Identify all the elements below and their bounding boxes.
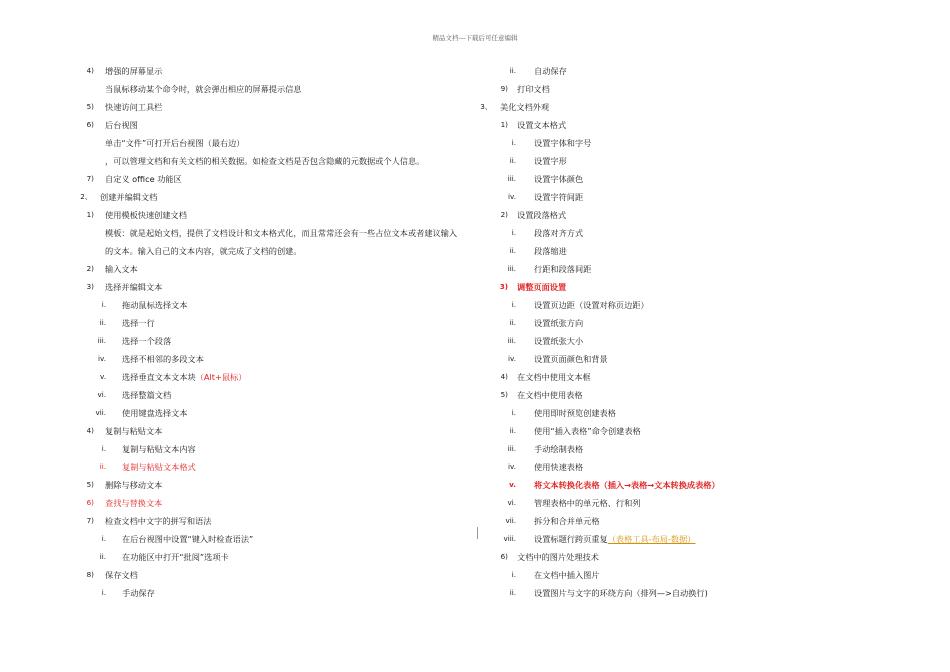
outline-item	[478, 170, 878, 188]
outline-item	[478, 368, 878, 386]
shortcut-hint: （Alt+鼠标）	[195, 372, 247, 382]
item-number: 3)	[499, 282, 508, 291]
outline-item	[478, 314, 878, 332]
item-text: 拖动鼠标选择文本	[122, 300, 188, 310]
item-number: vi.	[507, 498, 516, 507]
item-text: 在文档中使用文本框	[517, 372, 591, 382]
outline-item	[70, 350, 470, 368]
revision-mark	[477, 527, 478, 539]
outline-item	[478, 62, 878, 80]
outline-item	[70, 422, 470, 440]
item-text: 输入文本	[105, 264, 138, 274]
item-number: iv.	[98, 354, 106, 363]
item-number: ii.	[509, 66, 516, 75]
outline-item	[478, 566, 878, 584]
item-text: 设置文本格式	[517, 120, 567, 130]
item-text: 自动保存	[534, 66, 567, 76]
item-text: 在文档中使用表格	[517, 390, 583, 400]
item-number: iii.	[507, 174, 516, 183]
item-text: ，可以管理文档和有关文档的相关数据。如检查文档是否包含隐藏的元数据或个人信息。	[105, 156, 425, 166]
item-text: 设置字体和字号	[534, 138, 592, 148]
item-number: iii.	[507, 444, 516, 453]
item-text: 使用“插入表格”命令创建表格	[534, 426, 641, 436]
outline-item	[478, 152, 878, 170]
item-text: 管理表格中的单元格、行和列	[534, 498, 641, 508]
item-number: iv.	[508, 462, 516, 471]
item-number: viii.	[503, 534, 516, 543]
item-number: ii.	[509, 588, 516, 597]
item-text: 模板：就是起始文档，提供了文档设计和文本格式化，而且常常还会有一些占位文本或者建议输入	[105, 228, 458, 238]
outline-item	[70, 458, 470, 476]
outline-item	[478, 440, 878, 458]
item-number: v.	[100, 372, 106, 381]
outline-item	[70, 278, 470, 296]
item-number: 4)	[86, 66, 94, 75]
page-header: 精品文档---下载后可任意编辑	[432, 34, 518, 42]
item-text: 在功能区中打开“批阅”选项卡	[122, 552, 229, 562]
item-text: 段落对齐方式	[534, 228, 584, 238]
item-text: 选择一行	[122, 318, 155, 328]
outline-item	[70, 548, 470, 566]
item-text: 设置页面颜色和背景	[534, 354, 608, 364]
outline-item	[478, 386, 878, 404]
item-number: 7)	[86, 516, 94, 525]
item-text: 设置字体颜色	[534, 174, 584, 184]
item-text: 段落缩进	[534, 246, 567, 256]
outline-item	[478, 584, 878, 602]
item-number: 8)	[86, 570, 94, 579]
item-number: i.	[101, 444, 106, 453]
item-number: 2、	[80, 192, 92, 201]
outline-item	[70, 566, 470, 584]
item-text: 选择一个段落	[122, 336, 172, 346]
outline-item	[478, 278, 878, 296]
item-number: i.	[101, 300, 106, 309]
item-text: 在后台视图中设置“键入时检查语法”	[122, 534, 254, 544]
outline-item	[70, 440, 470, 458]
item-number: ii.	[509, 246, 516, 255]
item-text: 手动保存	[122, 588, 155, 598]
item-number: vii.	[505, 516, 516, 525]
item-number: 6)	[86, 498, 94, 507]
outline-item	[70, 368, 470, 386]
outline-item	[478, 98, 878, 116]
item-text: 选择整篇文档	[122, 390, 172, 400]
item-number: i.	[511, 228, 516, 237]
outline-item	[70, 152, 470, 170]
item-text: 文档中的图片处理技术	[517, 552, 599, 562]
item-number: i.	[101, 534, 106, 543]
outline-item	[478, 242, 878, 260]
outline-item	[478, 116, 878, 134]
item-text: 的文本。输入自己的文本内容，就完成了文档的创建。	[105, 246, 302, 256]
outline-item	[478, 224, 878, 242]
item-text: 当鼠标移动某个命令时，就会弹出相应的屏幕提示信息	[105, 84, 302, 94]
item-number: 5)	[500, 390, 508, 399]
outline-item	[70, 260, 470, 278]
outline-item	[70, 530, 470, 548]
outline-item	[70, 62, 470, 80]
outline-item	[478, 80, 878, 98]
item-text: 创建并编辑文档	[100, 192, 158, 202]
item-number: 5)	[86, 102, 94, 111]
item-text: 删除与移动文本	[105, 480, 163, 490]
outline-item	[70, 206, 470, 224]
outline-item	[70, 404, 470, 422]
outline-item	[478, 188, 878, 206]
item-number: vi.	[97, 390, 106, 399]
outline-item	[70, 80, 470, 98]
outline-item	[70, 314, 470, 332]
item-number: ii.	[99, 462, 106, 471]
item-text: 设置纸张方向	[534, 318, 584, 328]
item-text: 美化文档外观	[500, 102, 550, 112]
item-text: 复制与粘贴文本	[105, 426, 163, 436]
outline-item	[70, 116, 470, 134]
outline-item	[478, 296, 878, 314]
outline-item	[478, 512, 878, 530]
outline-item	[70, 584, 470, 602]
item-number: 2)	[500, 210, 508, 219]
item-text: 设置段落格式	[517, 210, 567, 220]
item-text: 保存文档	[105, 570, 138, 580]
item-text: 复制与粘贴文本格式	[122, 462, 196, 472]
outline-item	[70, 134, 470, 152]
item-number: iii.	[507, 336, 516, 345]
outline-item	[70, 476, 470, 494]
item-text: 复制与粘贴文本内容	[122, 444, 196, 454]
item-number: i.	[511, 300, 516, 309]
item-text: 将文本转换化表格（插入→表格→文本转换成表格）	[534, 480, 720, 490]
item-number: 2)	[86, 264, 94, 273]
item-text: 后台视图	[105, 120, 138, 130]
item-text: 检查文档中文字的拼写和语法	[105, 516, 212, 526]
item-text: 自定义 office 功能区	[105, 174, 182, 184]
item-number: 6)	[86, 120, 94, 129]
item-text: 选择并编辑文本	[105, 282, 163, 292]
right-column	[478, 62, 878, 602]
outline-item	[70, 98, 470, 116]
item-text: 单击“文件”可打开后台视图（最右边）	[105, 138, 245, 148]
item-text: 在文档中插入图片	[534, 570, 600, 580]
item-number: 7)	[86, 174, 94, 183]
item-number: 6)	[500, 552, 508, 561]
item-number: i.	[511, 138, 516, 147]
item-text: 快速访问工具栏	[105, 102, 163, 112]
item-number: v.	[509, 480, 516, 489]
item-number: iii.	[97, 336, 106, 345]
item-text: 设置图片与文字的环绕方向（排列—>自动换行)	[534, 588, 708, 598]
item-text: 调整页面设置	[517, 282, 567, 292]
item-number: iv.	[508, 192, 516, 201]
item-text: 使用键盘选择文本	[122, 408, 188, 418]
item-number: 5)	[86, 480, 94, 489]
item-number: 3、	[480, 102, 492, 111]
item-text: 设置纸张大小	[534, 336, 584, 346]
outline-item	[478, 134, 878, 152]
item-number: ii.	[99, 318, 106, 327]
outline-item	[478, 458, 878, 476]
outline-item	[70, 188, 470, 206]
outline-item	[478, 206, 878, 224]
item-text: 行距和段落间距	[534, 264, 592, 274]
item-number: ii.	[99, 552, 106, 561]
outline-item	[478, 548, 878, 566]
item-number: ii.	[509, 426, 516, 435]
item-text: 拆分和合并单元格	[534, 516, 600, 526]
item-text: 打印文档	[517, 84, 550, 94]
item-text: 设置标题行跨页重复（表格工具-布局-数据）	[534, 534, 696, 544]
outline-item	[478, 476, 878, 494]
outline-item	[478, 494, 878, 512]
item-number: ii.	[509, 156, 516, 165]
item-number: 9)	[500, 84, 508, 93]
outline-item	[478, 260, 878, 278]
outline-item	[70, 494, 470, 512]
outline-item	[70, 242, 470, 260]
item-text: 设置页边距（设置对称页边距）	[534, 300, 649, 310]
item-text: 设置字形	[534, 156, 567, 166]
item-number: i.	[101, 588, 106, 597]
outline-item	[70, 332, 470, 350]
item-number: 1)	[500, 120, 508, 129]
outline-item	[70, 386, 470, 404]
item-text: 使用即时预览创建表格	[534, 408, 616, 418]
outline-item	[70, 512, 470, 530]
outline-item	[478, 332, 878, 350]
outline-item	[70, 224, 470, 242]
outline-item	[478, 404, 878, 422]
outline-item	[70, 170, 470, 188]
menu-path-hint: （表格工具-布局-数据）	[607, 534, 696, 544]
left-column	[70, 62, 470, 602]
item-number: i.	[511, 408, 516, 417]
item-text: 选择不相邻的多段文本	[122, 354, 204, 364]
item-text: 增强的屏幕显示	[105, 66, 163, 76]
item-text: 选择垂直文本文本块（Alt+鼠标）	[122, 372, 247, 382]
item-text: 使用快速表格	[534, 462, 584, 472]
item-text: 使用模板快速创建文档	[105, 210, 187, 220]
item-number: i.	[511, 570, 516, 579]
item-number: 4)	[86, 426, 94, 435]
item-text: 手动绘制表格	[534, 444, 584, 454]
outline-item	[478, 350, 878, 368]
item-number: iii.	[507, 264, 516, 273]
item-text: 设置字符间距	[534, 192, 584, 202]
item-number: vii.	[95, 408, 106, 417]
outline-item	[70, 296, 470, 314]
item-number: iv.	[508, 354, 516, 363]
item-number: 3)	[86, 282, 94, 291]
item-number: ii.	[509, 318, 516, 327]
item-number: 4)	[500, 372, 508, 381]
item-number: 1)	[86, 210, 94, 219]
item-text: 查找与替换文本	[105, 498, 163, 508]
outline-item	[478, 530, 878, 548]
outline-item	[478, 422, 878, 440]
